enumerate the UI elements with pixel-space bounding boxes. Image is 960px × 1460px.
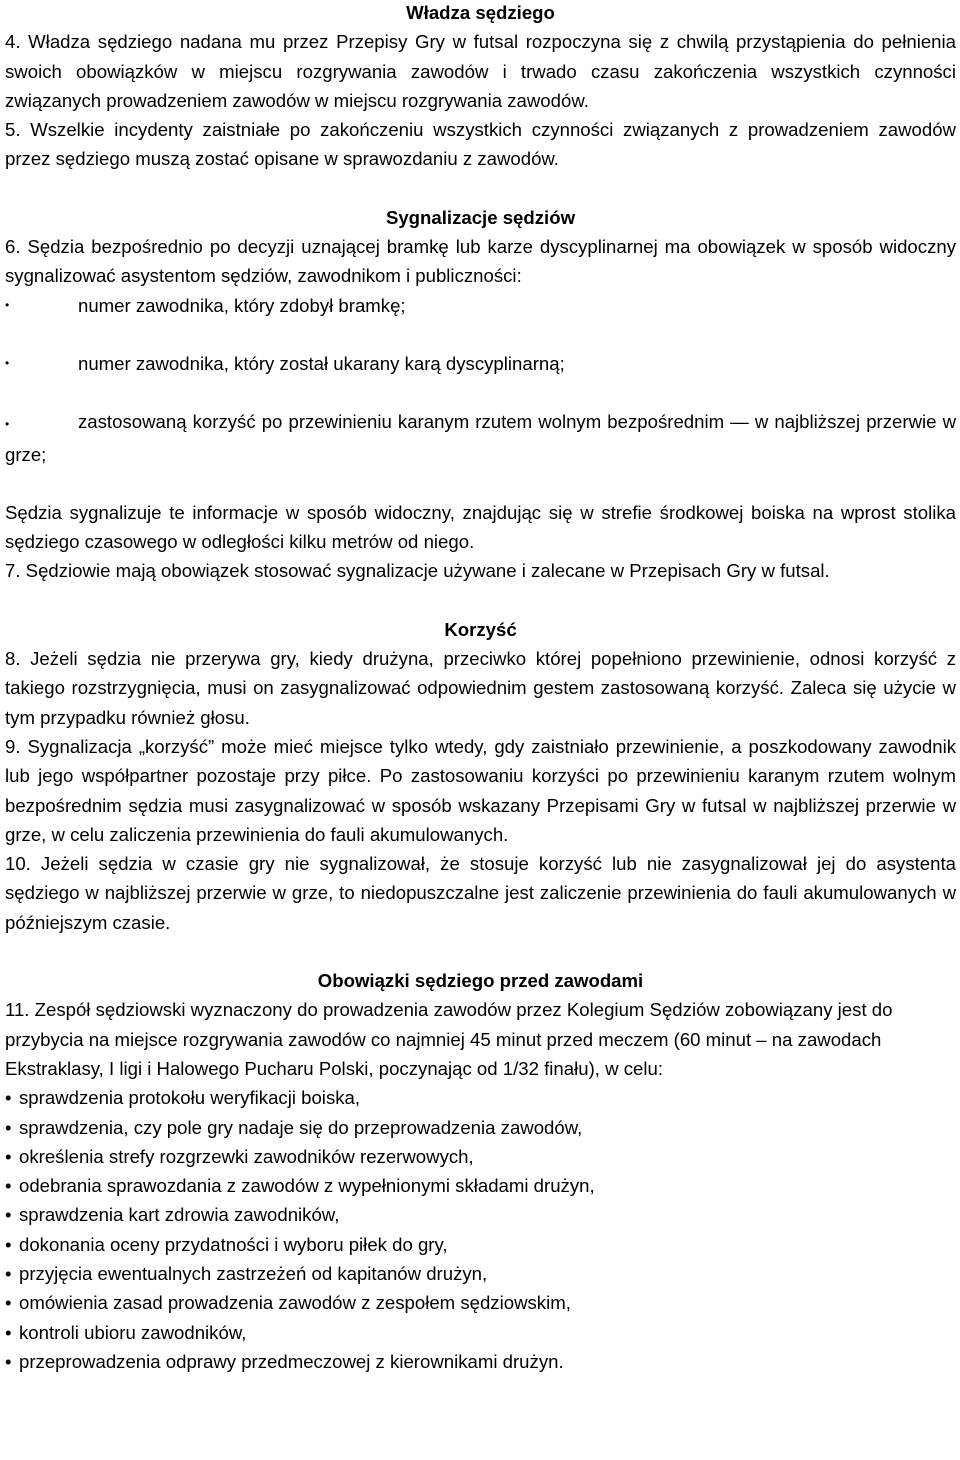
list-item <box>5 1113 956 1142</box>
bullet-icon: • <box>5 1233 12 1255</box>
paragraph-4: 4. Władza sędziego nadana mu przez Przepisy Gry w futsal rozpoczyna się z chwilą przystąpienia do pełnienia swoich obowiązków w miejscu rozgrywania zawodów i trwado czasu zakończenia wszystkich czynności związanych prowadzeniem zawodów w miejscu rozgrywania zawodów. <box>5 31 956 111</box>
list-item <box>5 1318 956 1347</box>
paragraph-11: 11. Zespół sędziowski wyznaczony do prowadzenia zawodów przez Kolegium Sędziów zobowiązany jest do przybycia na miejsce rozgrywania zawodów co najmniej 45 minut przed meczem (60 minut – na zawodach Ekstraklasy, I ligi i Halowego Pucharu Polski, poczynając od 1/32 finału), w celu: <box>5 999 893 1079</box>
signal-list-item <box>5 349 956 378</box>
duty-item-text: dokonania oceny przydatności i wyboru piłek do gry, <box>19 1233 448 1255</box>
list-item <box>5 1171 956 1200</box>
section-title-duties: Obowiązki sędziego przed zawodami <box>317 970 644 992</box>
bullet-icon: • <box>5 417 10 432</box>
list-item <box>5 1142 956 1171</box>
bullet-icon: • <box>5 1204 12 1226</box>
bullet-icon: • <box>5 1116 12 1138</box>
paragraph-5: 5. Wszelkie incydenty zaistniałe po zakończeniu wszystkich czynności związanych z prowadzeniem zawodów przez sędziego muszą zostać opisane w sprawozdaniu z zawodów. <box>5 119 956 170</box>
duty-item-text: przeprowadzenia odprawy przedmeczowej z kierownikami drużyn. <box>19 1350 564 1372</box>
duties-list <box>5 1083 956 1376</box>
bullet-icon: • <box>5 1087 12 1109</box>
section-title-authority: Władza sędziego <box>406 2 555 23</box>
bullet-icon: • <box>5 1292 12 1314</box>
spacer <box>5 586 956 615</box>
paragraph-8: 8. Jeżeli sędzia nie przerywa gry, kiedy drużyna, przeciwko której popełniono przewinienie, odnosi korzyść z takiego rozstrzygnięcia, musi on zasygnalizować odpowiednim gestem zastosowaną korzyść. Zaleca się użycie w tym przypadku również głosu. <box>5 648 956 728</box>
section-title-signals: Sygnalizacje sędziów <box>385 206 576 228</box>
list-item <box>5 1083 956 1112</box>
section-title-advantage: Korzyść <box>444 618 517 640</box>
duty-item-text: przyjęcia ewentualnych zastrzeżeń od kapitanów drużyn, <box>19 1262 488 1284</box>
bullet-icon: • <box>5 1321 12 1343</box>
duty-item-text: omówienia zasad prowadzenia zawodów z zespołem sędziowskim, <box>19 1292 571 1314</box>
spacer <box>5 469 956 498</box>
signal-list-item <box>5 291 956 320</box>
signal-item-text: zastosowaną korzyść po przewinieniu karanym rzutem wolnym bezpośrednim — w najbliższej przerwie w grze; <box>5 411 956 465</box>
duty-item-text: sprawdzenia, czy pole gry nadaje się do przeprowadzenia zawodów, <box>19 1116 583 1138</box>
duty-item-text: kontroli ubioru zawodników, <box>19 1321 247 1343</box>
duty-item-text: określenia strefy rozgrzewki zawodników rezerwowych, <box>19 1145 474 1167</box>
bullet-icon: • <box>5 1262 12 1284</box>
spacer <box>5 174 956 203</box>
list-item <box>5 1230 956 1259</box>
paragraph-9: 9. Sygnalizacja „korzyść” może mieć miejsce tylko wtedy, gdy zaistniało przewinienie, a poszkodowany zawodnik lub jego współpartner pozostaje przy piłce. Po zastosowaniu korzyści po przewinieniu karanym rzutem wolnym bezpośrednim sędzia musi zasygnalizować w sposób wskazany Przepisami Gry w futsal w najbliższej przerwie w grze, w celu zaliczenia przewinienia do fauli akumulowanych. <box>5 735 956 845</box>
paragraph-6: 6. Sędzia bezpośrednio po decyzji uznającej bramkę lub karze dyscyplinarnej ma obowiązek w sposób widoczny sygnalizować asystentom sędziów, zawodnikom i publiczności: <box>5 236 956 287</box>
signal-list-item <box>5 407 956 469</box>
list-item <box>5 1200 956 1229</box>
list-item <box>5 1347 956 1376</box>
spacer <box>5 320 956 349</box>
duty-item-text: sprawdzenia protokołu weryfikacji boiska, <box>19 1087 361 1109</box>
list-item <box>5 1259 956 1288</box>
paragraph-7: 7. Sędziowie mają obowiązek stosować sygnalizacje używane i zalecane w Przepisach Gry w futsal. <box>5 560 830 582</box>
bullet-icon: • <box>5 1145 12 1167</box>
duty-item-text: sprawdzenia kart zdrowia zawodników, <box>19 1204 340 1226</box>
spacer <box>5 937 956 966</box>
bullet-icon: • <box>5 1350 12 1372</box>
paragraph-10: 10. Jeżeli sędzia w czasie gry nie sygnalizował, że stosuje korzyść lub nie zasygnalizował jej do asystenta sędziego w najbliższej przerwie w grze, to niedopuszczalne jest zaliczenie przewinienia do fauli akumulowanych w późniejszym czasie. <box>5 853 956 933</box>
bullet-icon: • <box>5 355 10 370</box>
signal-item-text: numer zawodnika, który zdobył bramkę; <box>78 294 406 316</box>
list-item <box>5 1288 956 1317</box>
signal-item-text: numer zawodnika, który został ukarany karą dyscyplinarną; <box>78 352 565 374</box>
spacer <box>5 378 956 407</box>
bullet-icon: • <box>5 1175 12 1197</box>
paragraph-6b: Sędzia sygnalizuje te informacje w sposób widoczny, znajdując się w strefie środkowej boiska na wprost stolika sędziego czasowego w odległości kilku metrów od niego. <box>5 501 956 553</box>
bullet-icon: • <box>5 297 10 312</box>
duty-item-text: odebrania sprawozdania z zawodów z wypełnionymi składami drużyn, <box>19 1175 595 1197</box>
